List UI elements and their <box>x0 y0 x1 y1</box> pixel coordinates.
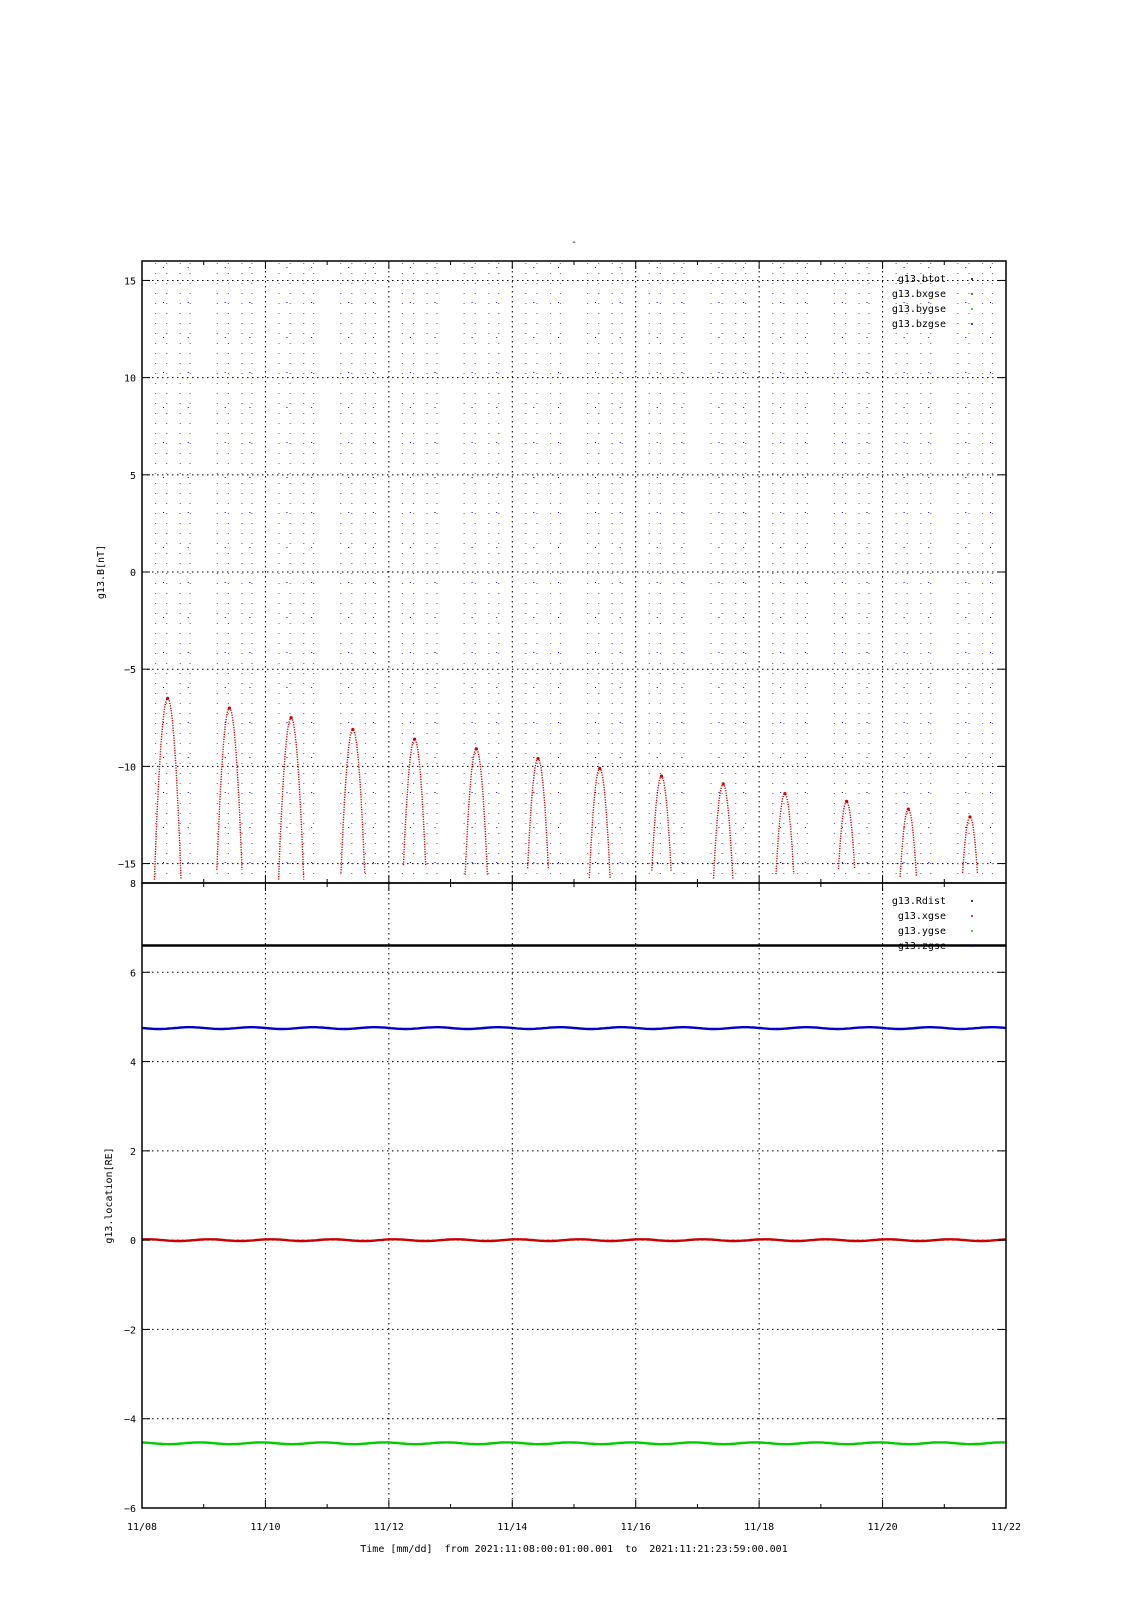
legend-marker <box>971 278 973 280</box>
location-grid <box>142 883 1006 1508</box>
x-axis-label: Time [mm/dd] from 2021:11:08:00:01:00.001 to 2021:11:21:23:59:00.001 <box>360 1544 788 1555</box>
location-series-line <box>142 1027 1006 1029</box>
y-tick-label: −5 <box>123 665 136 677</box>
bxgse-peak <box>154 698 181 879</box>
y-tick-label: 8 <box>129 879 136 890</box>
legend-marker <box>971 930 973 932</box>
legend-label: g13.bygse <box>891 304 946 315</box>
location-panel <box>104 879 1006 1515</box>
bxgse-peak-point <box>845 800 848 803</box>
x-axis-tick-labels <box>127 1522 1021 1533</box>
x-tick-label: 11/08 <box>126 1522 158 1533</box>
x-tick-label: 11/16 <box>620 1522 651 1533</box>
bxgse-peak-point <box>166 697 169 700</box>
bxgse-peak-point <box>228 706 231 709</box>
page-title: - <box>570 237 578 248</box>
y-tick-label: 0 <box>129 568 136 579</box>
bxgse-peak-point <box>907 808 910 811</box>
y-tick-label: 0 <box>129 1236 136 1248</box>
bxgse-peak-point <box>475 747 478 750</box>
legend-marker <box>971 293 973 295</box>
location-series-line <box>142 1239 1006 1241</box>
location-y-axis-label: g13.location[RE] <box>104 1147 115 1244</box>
y-tick-label: 10 <box>123 373 136 385</box>
bxgse-peak <box>900 809 916 877</box>
bxgse-peak <box>776 794 794 875</box>
legend-label: g13.btot <box>897 274 946 285</box>
y-tick-label: −2 <box>123 1325 136 1337</box>
x-tick-label: 11/22 <box>990 1522 1022 1533</box>
location-series <box>142 946 1006 1445</box>
x-tick-label: 11/10 <box>250 1522 281 1533</box>
legend-label: g13.bxgse <box>891 289 946 300</box>
bxgse-peak <box>838 801 854 869</box>
y-tick-label: 15 <box>123 276 136 288</box>
legend-marker <box>971 900 973 902</box>
y-tick-label: 2 <box>129 1146 136 1158</box>
legend-marker <box>971 945 973 947</box>
y-tick-label: 5 <box>129 470 136 482</box>
bxgse-peak <box>404 739 426 865</box>
bxgse-peak-point <box>536 757 539 760</box>
bxgse-peak <box>963 817 978 873</box>
legend-label: g13.Rdist <box>891 896 946 907</box>
bxgse-peak-point <box>351 728 354 731</box>
magnetic-field-plot-frame <box>142 261 1006 883</box>
bxgse-peak <box>528 759 549 869</box>
legend-label: g13.ygse <box>897 926 946 937</box>
y-tick-label: −4 <box>123 1414 136 1426</box>
bxgse-peak-point <box>968 815 971 818</box>
bxgse-peak-point <box>598 767 601 770</box>
legend-label: g13.bzgse <box>891 319 946 330</box>
x-tick-label: 11/20 <box>867 1522 898 1533</box>
y-tick-label: −10 <box>117 762 136 774</box>
legend-marker <box>971 915 973 917</box>
magnetic-field-panel <box>96 261 1006 883</box>
bxgse-peak <box>217 708 242 870</box>
x-tick-label: 11/12 <box>373 1522 404 1533</box>
legend-marker <box>971 323 973 325</box>
x-tick-label: 11/18 <box>744 1522 775 1533</box>
bxgse-peak-point <box>660 774 663 777</box>
bxgse-peak <box>465 749 487 875</box>
y-tick-label: 6 <box>129 968 136 980</box>
y-tick-label: −6 <box>123 1504 136 1515</box>
bxgse-peak-point <box>413 738 416 741</box>
magnetic-field-grid <box>142 261 1006 883</box>
legend-marker <box>971 308 973 310</box>
bxgse-peak <box>589 768 610 878</box>
location-ticks <box>124 879 1006 1515</box>
y-tick-label: 4 <box>129 1057 136 1069</box>
location-legend <box>892 896 973 952</box>
bxgse-peak <box>652 776 671 871</box>
bxgse-peak <box>279 718 304 880</box>
bxgse-peak <box>714 784 733 879</box>
magnetic-field-y-axis-label: g13.B[nT] <box>96 544 107 600</box>
bxgse-peak <box>341 729 365 872</box>
legend-label: g13.zgse <box>897 941 946 952</box>
location-series-line <box>142 1442 1006 1444</box>
location-plot-frame <box>142 883 1006 1508</box>
x-tick-label: 11/14 <box>497 1522 528 1533</box>
legend-label: g13.xgse <box>897 911 946 922</box>
y-tick-label: −15 <box>117 859 136 871</box>
bxgse-peak-point <box>290 716 293 719</box>
